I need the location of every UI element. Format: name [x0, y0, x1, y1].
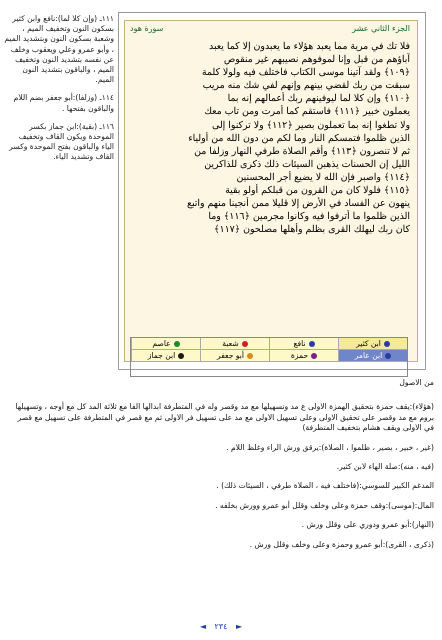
quran-line: ﴿١١٥﴾ فلولا كان من القرون من قبلكم أولو بقية [225, 185, 410, 197]
legend-cell: عاصم [131, 338, 200, 350]
legend-cell: شعبة [200, 338, 269, 350]
quran-line: ﴿١٠٩﴾ ولقد آتينا موسى الكتاب فاختلف فيه ولولا كلمة [201, 67, 410, 79]
section-title: من الاصول [399, 378, 434, 387]
quran-line: ولا تطغوا إنه بما تعملون بصير ﴿١١٢﴾ ولا تركنوا إلى [212, 119, 410, 131]
page-number: ٢٣٤ [214, 622, 228, 631]
usul-paragraph: (ذكرى ، القرى):أبو عمرو وحمزة وعلى وخلف وقلل ورش . [249, 539, 434, 549]
usul-paragraph: المال:(موسى):وقف حمزة وعلى وخلف وقلل أبو عمرو وورش بخلفه . [215, 500, 434, 510]
prev-page-arrow-icon[interactable]: ◄ [199, 622, 206, 631]
legend-cell: حمزة [269, 350, 338, 362]
legend-cell: ابن عامر [338, 350, 407, 362]
side-notes [4, 14, 114, 171]
side-note: ١١٤ـ (وزلفا):أبو جعفر بضم اللام والباقون بفتحها . [13, 93, 114, 113]
usul-paragraph: (فيه ، منه):صلة الهاء لابن كثير. [336, 462, 434, 472]
quran-line: فلا تك في مرية مما يعبد هؤلاء ما يعبدون إلا كما يعبد [209, 41, 410, 52]
quran-line: آباؤهم من قبل وإنا لموفوهم نصيبهم غير منقوص [223, 54, 410, 66]
legend-cell: ابن كثير [338, 338, 407, 350]
quran-line: ﴿١١٤﴾ واصبر فإن الله لا يضيع أجر المحسنين [236, 171, 410, 183]
legend-cell: نافع [269, 338, 338, 350]
quran-line: الذين ظلموا ما أترفوا فيه وكانوا مجرمين ﴿١١٦﴾ وما [208, 211, 410, 223]
reader-color-dot [242, 341, 248, 347]
reader-color-dot [311, 353, 317, 359]
reader-color-dot [247, 353, 253, 359]
usul-paragraph: (النهار):أبو عمرو ودوري على وقلل ورش . [301, 520, 434, 530]
mushaf-header [126, 22, 414, 36]
readers-legend [130, 337, 408, 377]
quran-text [128, 40, 410, 330]
quran-line: كان ربك ليهلك القرى بظلم وأهلها مصلحون ﴿١١٧﴾ [214, 224, 410, 236]
reader-color-dot [178, 353, 184, 359]
next-page-arrow-icon[interactable]: ► [235, 622, 243, 631]
surah-label: سورة هود [130, 24, 164, 33]
legend-cell: ابن جماز [131, 350, 200, 362]
usul-paragraph: (غير ، خبير ، بصير ، ظلموا ، الصلاة):يرقق ورش الراء وغلظ اللام . [226, 442, 434, 452]
usul-paragraph: (هؤلاء):يقف حمزة بتحقيق الهمزة الاولى ع مد وتسهيلها مع مد وقصر وله في المتطرفة ابدالها الفا مع ثلاثة المد كل مع أوجه ، وتسهيلها بروم مع مد وقصر على تحقيق الاولى وعلى تسهيل الاولى مع مد على تسهيل فر الاولى ثم مع قصر في المتطرفة على تسهيل مع قصر في الاولى ويقف هشام بتخفيف المتطرفة) [15, 402, 434, 433]
usul-paragraph: المدغم الكبير للسوسي:(فاختلف فيه ، الصلاة طرفي ، السيئات ذلك) . [216, 481, 434, 491]
juz-label: الجزء الثاني عشر [352, 24, 410, 33]
quran-line: الليل إن الحسنات يذهبن السيئات ذلك ذكرى للذاكرين [204, 158, 410, 170]
side-note: ١١١ـ (وإن كلا لما):نافع وابن كثير بسكون النون وتخفيف الميم ، وشعبة بسكون النون وبتشديد الميم ، وأبو عمرو وعلي ويعقوب وخلف عن نفسه بتشديد النون وتخفيف الميم ، والباقون بتشديد النون الميم. [4, 14, 114, 85]
quran-line: الذين ظلموا فتمسكم النار وما لكم من دون الله من أولياء [188, 132, 410, 144]
page-navigation [0, 622, 442, 631]
legend-cell: أبو جعفر [200, 350, 269, 362]
quran-line: ﴿١١٠﴾ وإن كلا لما ليوفينهم ربك أعمالهم إنه بما [227, 93, 410, 105]
reader-color-dot [174, 341, 180, 347]
quran-line: سبقت من ربك لقضي بينهم وإنهم لفي شك منه مريب [202, 80, 410, 92]
reader-color-dot [385, 353, 391, 359]
reader-color-dot [384, 341, 390, 347]
quran-line: يعملون خبير ﴿١١١﴾ فاستقم كما أمرت ومن تاب معك [204, 106, 410, 118]
quran-line: ينهون عن الفساد في الأرض إلا قليلا ممن أنجينا منهم واتبع [186, 198, 410, 210]
usul-section [8, 378, 434, 559]
quran-line: ثم لا تنصرون ﴿١١٣﴾ وأقم الصلاة طرفي النهار وزلفا من [194, 145, 410, 157]
reader-color-dot [309, 341, 315, 347]
side-note: ١١٦ـ (بقية):ابن جماز بكسر الموحدة ويكون القاف وتخفيف الياء والباقون بفتح الموحدة وكسر القاف وتشديد الياء. [9, 121, 114, 162]
